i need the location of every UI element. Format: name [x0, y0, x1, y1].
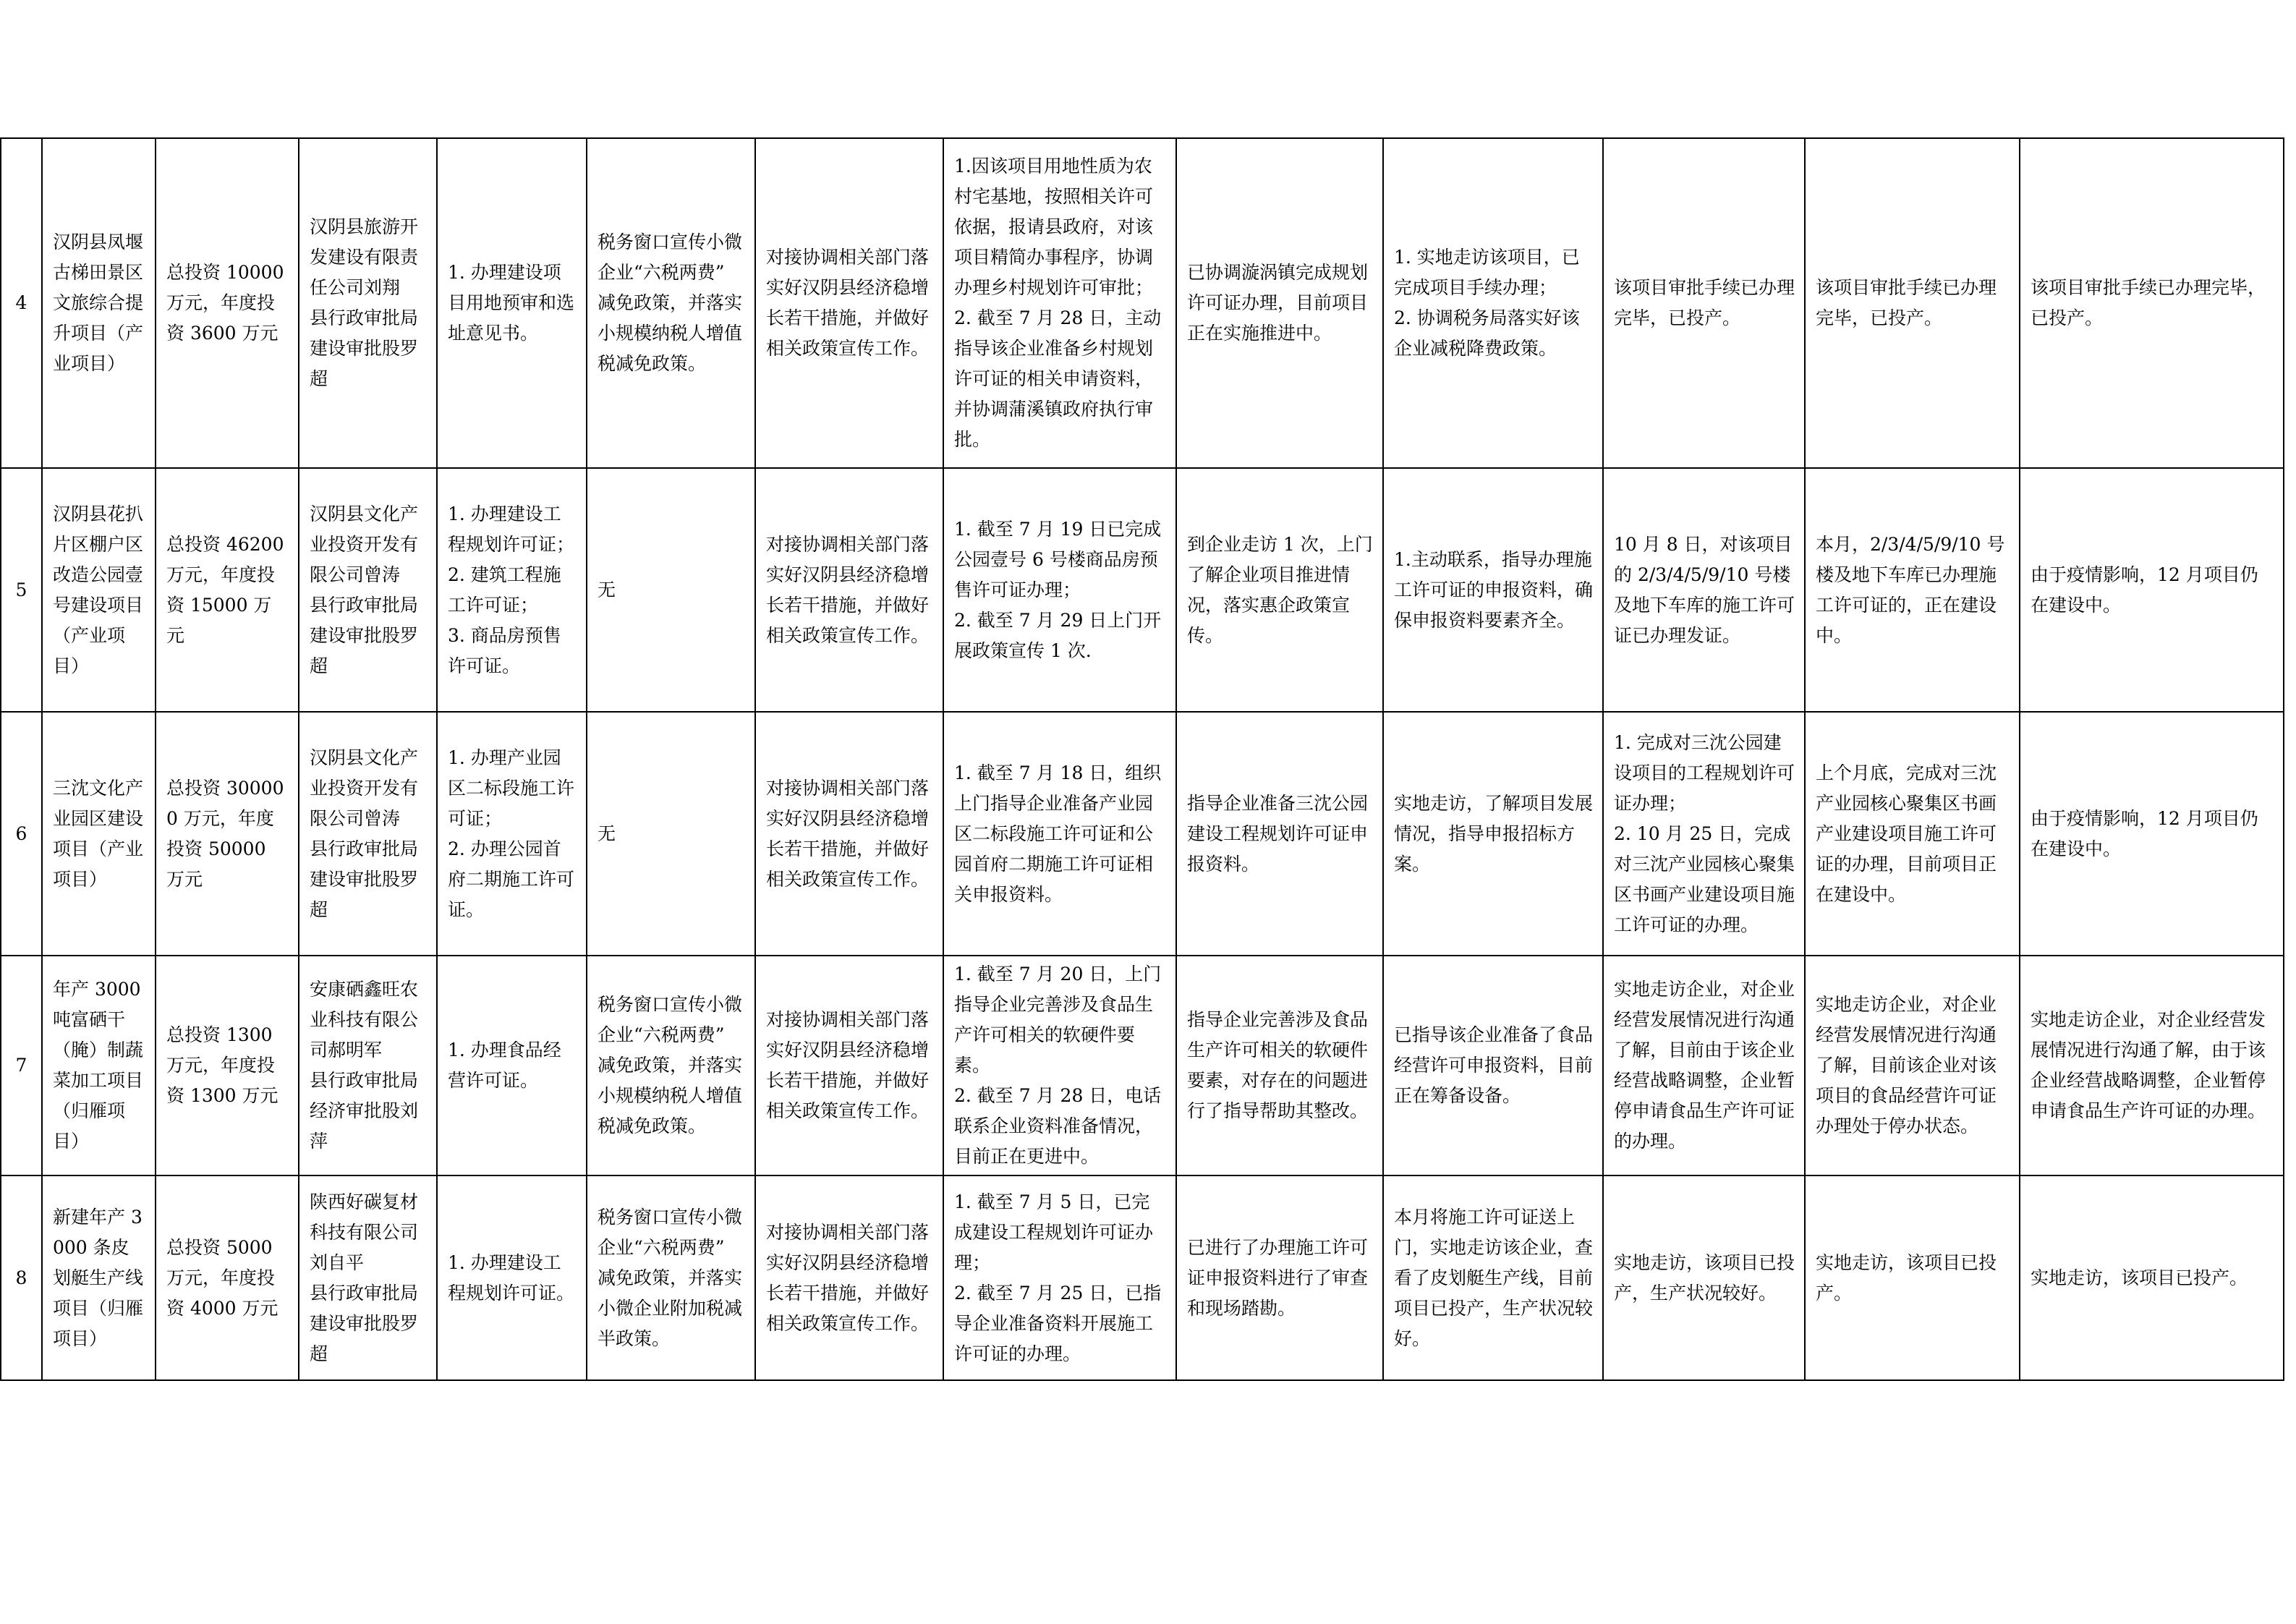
progress-month-1: 已进行了办理施工许可证申报资料进行了审查和现场踏勘。: [1176, 1176, 1383, 1380]
progress-month-2: 本月将施工许可证送上门，实地走访该企业，查看了皮划艇生产线，目前项目已投产，生产状况较好。: [1383, 1176, 1603, 1380]
owner-text: 安康硒鑫旺农业科技有限公司郝明军 县行政审批局经济审批股刘萍: [310, 979, 419, 1152]
progress-july: [943, 956, 1176, 1176]
tax-policy: 无: [587, 468, 755, 712]
owner-text: 汉阴县文化产业投资开发有限公司曾涛 县行政审批局建设审批股罗超: [310, 503, 419, 676]
coordination: 对接协调相关部门落实好汉阴县经济稳增长若干措施，并做好相关政策宣传工作。: [755, 138, 943, 468]
approval-items: 1. 办理建设项目用地预审和选址意见书。: [437, 138, 587, 468]
progress-month-4: 实地走访，该项目已投产。: [1805, 1176, 2020, 1380]
responsible-parties: [299, 1176, 437, 1380]
progress-month-5: 由于疫情影响，12 月项目仍在建设中。: [2020, 712, 2284, 956]
responsible-parties: [299, 956, 437, 1176]
responsible-parties: [299, 138, 437, 468]
progress-month-2: 1.主动联系，指导办理施工许可证的申报资料，确保申报资料要素齐全。: [1383, 468, 1603, 712]
progress-month-2: 实地走访，了解项目发展情况，指导申报招标方案。: [1383, 712, 1603, 956]
progress-text: 1. 截至 7 月 19 日已完成公园壹号 6 号楼商品房预售许可证办理； 2. 截至 7 月 29 日上门开展政策宣传 1 次.: [954, 518, 1162, 661]
progress-month-4: 上个月底，完成对三沈产业园核心聚集区书画产业建设项目施工许可证的办理，目前项目正在建设中。: [1805, 712, 2020, 956]
progress-month-2-text: 1. 实地走访该项目，已完成项目手续办理； 2. 协调税务局落实好该企业减税降费政策。: [1394, 247, 1580, 359]
responsible-parties: [299, 712, 437, 956]
progress-month-3: 实地走访，该项目已投产，生产状况较好。: [1603, 1176, 1805, 1380]
table-row: [1, 956, 2284, 1176]
progress-text: 1. 截至 7 月 5 日，已完成建设工程规划许可证办理； 2. 截至 7 月 25 日，已指导企业准备资料开展施工许可证的办理。: [954, 1191, 1162, 1364]
progress-month-2: [1383, 138, 1603, 468]
table-row: [1, 468, 2284, 712]
progress-month-1: 到企业走访 1 次，上门了解企业项目推进情况，落实惠企政策宣传。: [1176, 468, 1383, 712]
tax-policy: 无: [587, 712, 755, 956]
approval-items: [437, 468, 587, 712]
project-name: 汉阴县花扒片区棚户区改造公园壹号建设项目（产业项目）: [42, 468, 156, 712]
tax-policy: 税务窗口宣传小微企业“六税两费” 减免政策，并落实小微企业附加税减半政策。: [587, 1176, 755, 1380]
row-number: 8: [1, 1176, 42, 1380]
coordination: 对接协调相关部门落实好汉阴县经济稳增长若干措施，并做好相关政策宣传工作。: [755, 1176, 943, 1380]
progress-month-5: 由于疫情影响，12 月项目仍在建设中。: [2020, 468, 2284, 712]
investment: 总投资 300000 万元，年度投资 50000 万元: [156, 712, 299, 956]
progress-month-1: 指导企业完善涉及食品生产许可相关的软硬件要素，对存在的问题进行了指导帮助其整改。: [1176, 956, 1383, 1176]
investment: 总投资 10000 万元，年度投资 3600 万元: [156, 138, 299, 468]
progress-july: [943, 468, 1176, 712]
project-name: 汉阴县凤堰古梯田景区文旅综合提升项目（产业项目）: [42, 138, 156, 468]
investment: 总投资 1300 万元，年度投资 1300 万元: [156, 956, 299, 1176]
progress-month-4: 实地走访企业，对企业经营发展情况进行沟通了解，目前该企业对该项目的食品经营许可证办理处于停办状态。: [1805, 956, 2020, 1176]
progress-month-5: 该项目审批手续已办理完毕，已投产。: [2020, 138, 2284, 468]
progress-month-3: [1603, 712, 1805, 956]
row-number: 7: [1, 956, 42, 1176]
progress-july: 1. 截至 7 月 18 日，组织上门指导企业准备产业园区二标段施工许可证和公园首府二期施工许可证相关申报资料。: [943, 712, 1176, 956]
table-row: [1, 712, 2284, 956]
progress-month-3: 10 月 8 日，对该项目的 2/3/4/5/9/10 号楼及地下车库的施工许可证已办理发证。: [1603, 468, 1805, 712]
progress-month-3: 该项目审批手续已办理完毕，已投产。: [1603, 138, 1805, 468]
investment: 总投资 46200 万元，年度投资 15000 万元: [156, 468, 299, 712]
approval-items: 1. 办理食品经营许可证。: [437, 956, 587, 1176]
owner-text: 汉阴县文化产业投资开发有限公司曾涛 县行政审批局建设审批股罗超: [310, 747, 419, 920]
responsible-parties: [299, 468, 437, 712]
progress-month-2: 已指导该企业准备了食品经营许可申报资料，目前正在筹备设备。: [1383, 956, 1603, 1176]
approval-items: [437, 712, 587, 956]
table-row: [1, 138, 2284, 468]
table-row: [1, 1176, 2284, 1380]
progress-month-1: 已协调漩涡镇完成规划许可证办理，目前项目正在实施推进中。: [1176, 138, 1383, 468]
row-number: 5: [1, 468, 42, 712]
owner-text: 汉阴县旅游开发建设有限责任公司刘翔 县行政审批局建设审批股罗超: [310, 216, 419, 389]
progress-month-1: 指导企业准备三沈公园建设工程规划许可证申报资料。: [1176, 712, 1383, 956]
project-table: [0, 137, 2284, 1381]
project-name: 年产 3000 吨富硒干（腌）制蔬菜加工项目（归雁项目）: [42, 956, 156, 1176]
tax-policy: 税务窗口宣传小微企业“六税两费” 减免政策，并落实小规模纳税人增值税减免政策。: [587, 138, 755, 468]
progress-text: 1. 截至 7 月 20 日，上门指导企业完善涉及食品生产许可相关的软硬件要素。 2. 截至 7 月 28 日，电话联系企业资料准备情况，目前正在更进中。: [954, 964, 1162, 1167]
progress-month-5: 实地走访企业，对企业经营发展情况进行沟通了解，由于该企业经营战略调整，企业暂停申请食品生产许可证的办理。: [2020, 956, 2284, 1176]
tax-policy: 税务窗口宣传小微企业“六税两费” 减免政策，并落实小规模纳税人增值税减免政策。: [587, 956, 755, 1176]
approval-items-text: 1. 办理产业园区二标段施工许可证； 2. 办理公园首府二期施工许可证。: [448, 747, 575, 920]
row-number: 6: [1, 712, 42, 956]
progress-july: [943, 1176, 1176, 1380]
progress-month-5: 实地走访，该项目已投产。: [2020, 1176, 2284, 1380]
progress-july: [943, 138, 1176, 468]
progress-month-3-text: 1. 完成对三沈公园建设项目的工程规划许可证办理； 2. 10 月 25 日，完成对三沈产业园核心聚集区书画产业建设项目施工许可证的办理。: [1614, 731, 1795, 935]
coordination: 对接协调相关部门落实好汉阴县经济稳增长若干措施，并做好相关政策宣传工作。: [755, 468, 943, 712]
row-number: 4: [1, 138, 42, 468]
progress-month-4: 本月，2/3/4/5/9/10 号楼及地下车库已办理施工许可证的，正在建设中。: [1805, 468, 2020, 712]
project-name: 三沈文化产业园区建设项目（产业项目）: [42, 712, 156, 956]
approval-items: 1. 办理建设工程规划许可证。: [437, 1176, 587, 1380]
progress-month-4: 该项目审批手续已办理完毕，已投产。: [1805, 138, 2020, 468]
coordination: 对接协调相关部门落实好汉阴县经济稳增长若干措施，并做好相关政策宣传工作。: [755, 956, 943, 1176]
approval-items-text: 1. 办理建设工程规划许可证； 2. 建筑工程施工许可证； 3. 商品房预售许可证。: [448, 503, 575, 676]
coordination: 对接协调相关部门落实好汉阴县经济稳增长若干措施，并做好相关政策宣传工作。: [755, 712, 943, 956]
investment: 总投资 5000 万元，年度投资 4000 万元: [156, 1176, 299, 1380]
progress-text: 1.因该项目用地性质为农村宅基地，按照相关许可依据，报请县政府，对该项目精简办事程序，协调办理乡村规划许可审批； 2. 截至 7 月 28 日，主动指导该企业准备乡村规划许可证的相关申请资料，并协调蒲溪镇政府执行审批。: [954, 156, 1162, 450]
project-name: 新建年产 3000 条皮划艇生产线项目（归雁项目）: [42, 1176, 156, 1380]
progress-month-3: 实地走访企业，对企业经营发展情况进行沟通了解，目前由于该企业经营战略调整，企业暂停申请食品生产许可证的办理。: [1603, 956, 1805, 1176]
owner-text: 陕西好碳复材科技有限公司刘自平 县行政审批局建设审批股罗超: [310, 1191, 419, 1364]
